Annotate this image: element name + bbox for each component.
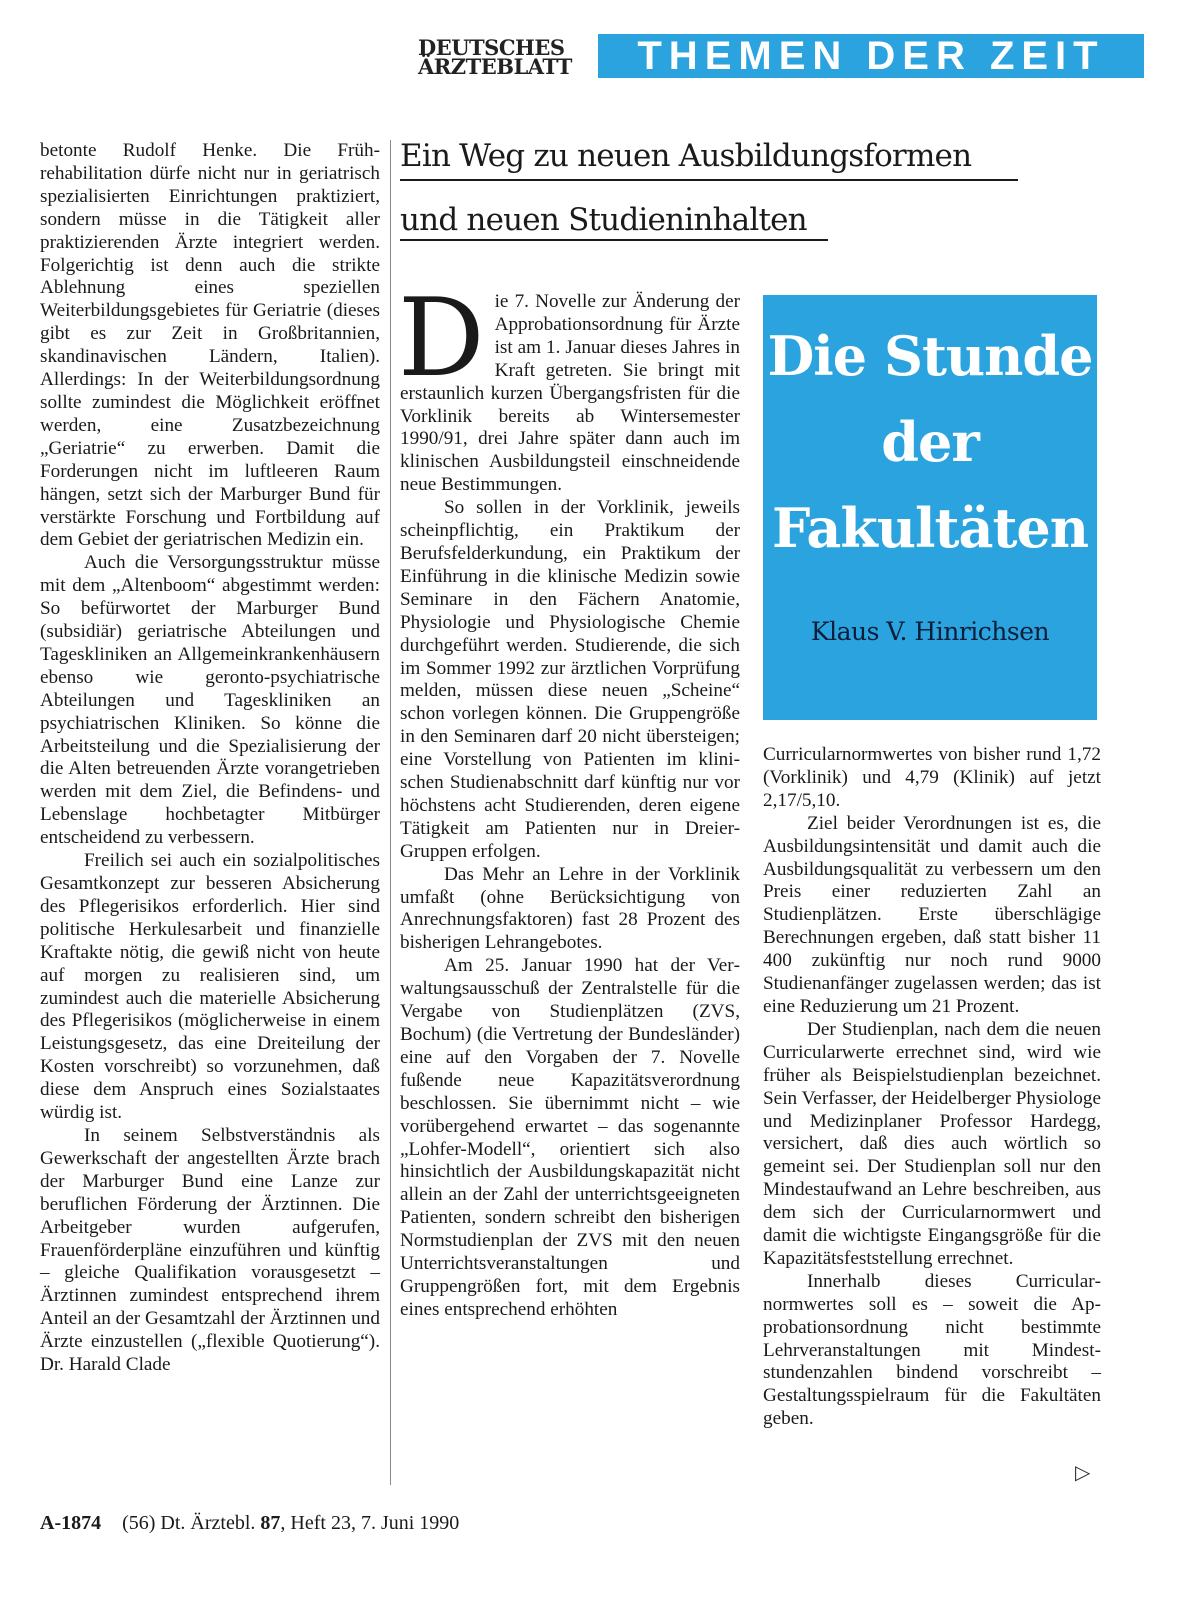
headline-underline-2	[400, 239, 828, 241]
citation-prefix: (56) Dt. Ärztebl.	[122, 1512, 256, 1534]
lead-text: ie 7. Novelle zur Änderung der Approbationsordnung für Ärzte ist am 1. Januar dieses Jahres in Kraft getreten. Sie bringt mit erstaunlich kurzen Übergangsfristen für die Vorklinik bereits ab Wintersemester 1990/91, drei Jahre später dann auch im klinischen Ausbildungsteil einschneidende neue Bestimmungen.	[400, 291, 740, 496]
paragraph: betonte Rudolf Henke. Die Frührehabilitation dürfe nicht nur in geriatrisch spezialisierten Einrichtungen praktiziert, sondern müsse in die Tätigkeit aller praktizierenden Ärzte integriert werden. Folgerichtig ist denn auch die strikte Ablehnung eines speziellen Weiterbildungsgebietes für Geriatrie (dieses gibt es zur Zeit in Großbritannien, skandinavischen Ländern, Italien). Allerdings: In der Weiterbildungsordnung sollte zumindest die Möglichkeit eröffnet werden, eine Zusatzbezeichnung „Geriatrie“ zu erwerben. Damit die Forderungen nicht im luftleeren Raum hängen, setzt sich der Marburger Bund für verstärkte Forschung und Fortbildung auf dem Gebiet der geriatrischen Medizin ein.	[40, 140, 380, 551]
article-title	[763, 313, 1097, 571]
headline-line-2: und neuen Studieninhalten	[400, 202, 807, 238]
column-divider	[390, 140, 391, 1485]
paragraph: Ziel beider Verordnungen ist es, die Ausbildungsintensität und damit auch die Ausbildungsqualität zu verbessern um den Preis einer reduzierten Zahl an Studienplätzen. Erste überschlägige Berechnungen ergeben, daß statt bisher 11 400 zukünftig nur noch rund 9000 Studienanfänger zugelassen werden; das ist eine Reduzierung um 21 Prozent.	[763, 812, 1101, 1017]
page-footer	[40, 1512, 459, 1535]
column-middle	[398, 276, 740, 1322]
page-number: A-1874	[40, 1512, 102, 1534]
paragraph: Der Studienplan, nach dem die neuen Curricularwerte errechnet sind, wird wie früher als Beispielstudienplan bezeichnet. Sein Verfasser, der Heidelberger Physiologe und Medizinplaner Professor Hardegg, versichert, daß dies auch wörtlich so gemeint sei. Der Studienplan soll nur den Mindestaufwand an Lehre beschreiben, aus dem sich der Curricularnormwert und damit die wichtigste Eingangsgröße für die Kapazitätsfeststellung errechnet.	[763, 1018, 1101, 1269]
headline-underline-1	[400, 179, 1018, 181]
column-left	[40, 140, 380, 1377]
title-box	[763, 295, 1097, 720]
column-right	[763, 744, 1101, 1431]
title-line-1: Die Stunde	[767, 324, 1093, 388]
triangle-right-icon: ▷	[1075, 1460, 1091, 1484]
title-line-3: Fakultäten	[771, 496, 1089, 560]
author-name: Klaus V. Hinrichsen	[810, 617, 1050, 646]
masthead	[418, 34, 1144, 78]
section-banner: THEMEN DER ZEIT	[598, 34, 1144, 78]
paragraph: Am 25. Januar 1990 hat der Verwaltungsausschuß der Zentralstelle für die Vergabe von Studienplätzen (ZVS, Bochum) (die Vertretung der Bundesländer) eine auf den Vorgaben der 7. Novelle fußende neue Kapazitätsverordnung beschlossen. Sie übernimmt nicht – wie vorübergehend erwartet – das sogenannte „Lohfer-Modell“, orientiert sich also hinsichtlich der Ausbildungskapazität nicht allein an der Zahl der unterrichtsgeeigneten Patienten, sondern schreibt den bisherigen Normstudienplan der ZVS mit den neuen Unterrichtsveranstaltungen und Gruppengrößen fort, mit dem Ergebnis eines entsprechend erhöhten	[400, 955, 740, 1320]
title-line-2: der	[881, 410, 979, 474]
publication-name-line1: DEUTSCHES	[418, 35, 565, 60]
citation-suffix: , Heft 23, 7. Juni 1990	[280, 1512, 460, 1534]
paragraph: Freilich sei auch ein sozialpolitisches Gesamtkonzept zur besseren Absicherung des Pflegerisikos erforderlich. Hier sind politische Herkulesarbeit und finanzielle Kraftakte nötig, die gewiß nicht von heute auf morgen zu realisieren sind, um zumindest auch die materielle Absicherung des Pflegerisikos (möglicherweise in einem Leistungsgesetz, das eine Dreiteilung der Kosten vorschreibt) so vorzunehmen, daß diese dem Anspruch eines Sozialstaates würdig ist.	[40, 850, 380, 1124]
paragraph: Curricularnormwertes von bisher rund 1,72 (Vorklinik) und 4,79 (Klinik) auf jetzt 2,17/5,10.	[763, 744, 1101, 811]
paragraph: Auch die Versorgungsstruktur müsse mit dem „Altenboom“ abgestimmt werden: So befürwortet der Marburger Bund (subsidiär) geriatrische Abteilungen und Tageskliniken an Allgemeinkrankenhäusern ebenso wie geronto-psychiatrische Abteilungen und Tageskliniken an psychiatrischen Kliniken. So könne die Arbeitsteilung und die Spezialisierung der die Alten betreuenden Ärzte vorangetrieben werden mit dem Ziel, die Befindens- und Lebenslage hochbetagter Mitbürger entscheidend zu verbessern.	[40, 552, 380, 849]
citation-volume: 87	[260, 1512, 281, 1534]
publication-name-line2: ÄRZTEBLATT	[418, 54, 572, 79]
paragraph: So sollen in der Vorklinik, jeweils scheinpflichtig, ein Praktikum der Berufsfelderkundung, ein Praktikum der Einführung in die klinische Medizin sowie Seminare in den Fächern Anatomie, Physiologie und Physiologische Chemie durchgeführt werden. Studierende, die sich im Sommer 1992 zur ärztlichen Vorprüfung melden, müssen diese neuen „Scheine“ schon vorlegen können. Die Gruppengröße in den Seminaren darf 20 nicht übersteigen; eine Vorstellung von Patienten im klinischen Studienabschnitt darf künftig nur vor höchstens acht Studierenden, deren eigene Tätigkeit am Patienten nur in Dreier-Gruppen erfolgen.	[400, 497, 740, 862]
publication-name	[418, 35, 598, 79]
lead-paragraph	[398, 276, 740, 497]
paragraph: In seinem Selbstverständnis als Gewerkschaft der angestellten Ärzte brach der Marburger Bund eine Lanze zur beruflichen Förderung der Ärztinnen. Die Arbeitgeber wurden aufgerufen, Frauenförderpläne einzuführen und künftig – gleiche Qualifikation vorausgesetzt – Ärztinnen zumindest entsprechend ihrem Anteil an der Gesamtzahl der Ärztinnen und Ärzte einzustellen („flexible Quotierung“). Dr. Harald Clade	[40, 1124, 380, 1376]
headline-line-1: Ein Weg zu neuen Ausbildungsformen	[400, 138, 972, 174]
paragraph: Innerhalb dieses Curricularnormwertes soll es – soweit die Approbationsordnung nicht bestimmte Lehrveranstaltungen mit Mindeststundenzahlen bindend vorschreibt – Gestaltungsspielraum für die Fakultäten geben.	[763, 1270, 1101, 1430]
drop-cap: D	[398, 276, 485, 401]
paragraph: Das Mehr an Lehre in der Vorklinik umfaßt (ohne Berücksichtigung von Anrechnungsfaktoren) fast 28 Prozent des bisherigen Lehrangebotes.	[400, 863, 740, 954]
